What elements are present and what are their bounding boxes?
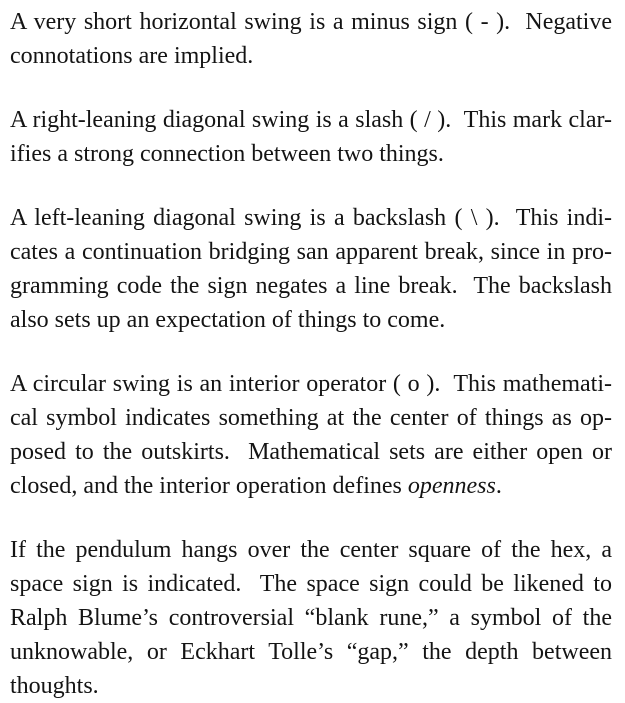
paragraph xyxy=(10,5,612,73)
text-line: connotations are implied. xyxy=(10,43,254,69)
paragraph xyxy=(10,533,612,703)
text-line: A left-leaning diagonal swing is a backslash ( \ ). This indi- xyxy=(10,205,612,231)
text-line: A very short horizontal swing is a minus sign ( - ). Negative xyxy=(10,9,612,35)
text-line: If the pendulum hangs over the center square of the hex, a xyxy=(10,537,612,563)
text-line: closed, and the interior operation defines openness. xyxy=(10,473,502,499)
text-line: posed to the outskirts. Mathematical sets are either open or xyxy=(10,439,612,465)
paragraph xyxy=(10,201,612,337)
text-body xyxy=(10,5,612,703)
text-line: A circular swing is an interior operator ( o ). This mathemati- xyxy=(10,371,612,397)
text-line: unknowable, or Eckhart Tolle’s “gap,” the depth between xyxy=(10,639,612,665)
text-line: cal symbol indicates something at the center of things as op- xyxy=(10,405,612,431)
text-line: Ralph Blume’s controversial “blank rune,” a symbol of the xyxy=(10,605,612,631)
text-line: space sign is indicated. The space sign could be likened to xyxy=(10,571,612,597)
paragraph xyxy=(10,103,612,171)
text-line: cates a continuation bridging san apparent break, since in pro- xyxy=(10,239,612,265)
text-line: also sets up an expectation of things to come. xyxy=(10,307,446,333)
text-line: thoughts. xyxy=(10,673,99,699)
text-line: A right-leaning diagonal swing is a slash ( / ). This mark clar- xyxy=(10,107,612,133)
text-line: gramming code the sign negates a line break. The backslash xyxy=(10,273,612,299)
text-line: ifies a strong connection between two things. xyxy=(10,141,444,167)
paragraph xyxy=(10,367,612,503)
